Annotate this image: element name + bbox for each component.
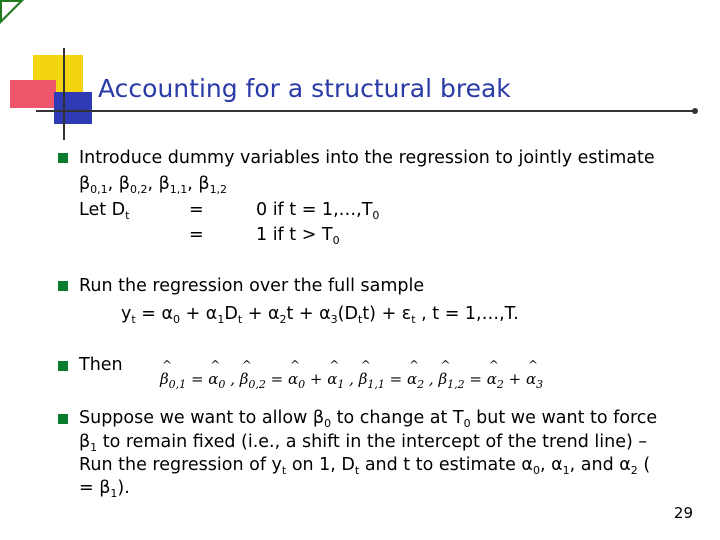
bullet-marker: [58, 414, 68, 424]
slide-title: Accounting for a structural break: [98, 74, 511, 103]
bullet-4-line-4: = $\beta_1$).: [79, 478, 130, 500]
bullet-4-line-1: Suppose we want to allow $\beta_0$ to change at $T_0$ but we want to force: [79, 408, 658, 430]
title-underline-rule: [36, 110, 696, 112]
bullet-1-line-1: Introduce dummy variables into the regression to jointly estimate: [79, 148, 655, 168]
bullet-marker: [58, 281, 68, 291]
bullet-1-betas: $\beta_{0,1}$, $\beta_{0,2}$, $\beta_{1,1}$, $\beta_{1,2}$: [79, 174, 228, 196]
corner-triangle-inner: [2, 2, 19, 19]
page-number: 29: [673, 504, 693, 522]
bullet-3-then: Then: [79, 355, 123, 375]
equals-sign-1: =: [189, 200, 204, 220]
bullet-marker: [58, 361, 68, 371]
bullet-2-line-1: Run the regression over the full sample: [79, 276, 425, 296]
bullet-4-line-2: $\beta_1$ to remain fixed (i.e., a shift in the intercept of the trend line) –: [79, 432, 648, 454]
red-rectangle-decoration: [10, 80, 56, 108]
bullet-marker: [58, 153, 68, 163]
rule-end-dot: [692, 108, 698, 114]
blue-square-decoration: [54, 92, 92, 124]
vertical-rule: [63, 48, 65, 140]
estimator-formula: ^ $\beta_{0,1}$ = ^ $\alpha_0$ , ^ $\beta_{0,2}$ = ^ $\alpha_0$ + ^ $\alpha_1$ , ^ $\beta_{1,1}$ = ^ $\alpha_2$ , ^ $\beta_{1,2}$ = ^ $\alpha_2$ + ^ $\alpha_3$: [160, 370, 543, 388]
dummy-case-2: 1 if $t > T_0$: [256, 225, 340, 247]
equals-sign-2: =: [189, 225, 204, 245]
bullet-4-line-3: Run the regression of $y_t$ on 1, $D_t$ and t to estimate $\alpha_0$, $\alpha_1$, and $\alpha_2$ (: [79, 455, 651, 477]
let-dummy-label: Let $D_t$: [79, 200, 130, 222]
dummy-case-1: 0 if $t = 1,\dots,T_0$: [256, 200, 380, 222]
regression-model-equation: $y_t = \alpha_0 + \alpha_1D_t + \alpha_2t + \alpha_3(D_tt) + \varepsilon_t$ , t = 1,…,T.: [121, 304, 519, 326]
